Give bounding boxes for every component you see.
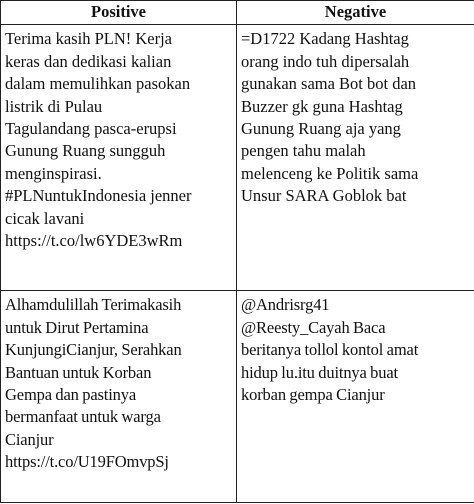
header-negative: Negative xyxy=(237,1,474,25)
table-header xyxy=(1,1,474,25)
negative-cell xyxy=(237,25,474,291)
negative-tweet-text: @Andrisrg41 @Reesty_Cayah Baca beritanya tollol kontol amat hidup lu.itu duitnya buat korban gempa Cianjur xyxy=(241,295,419,405)
positive-tweet-text: Terima kasih PLN! Kerja keras dan dedikasi kalian dalam memulihkan pasokan listrik di Pulau Tagulandang pasca-erupsi Gunung Ruang sungguh menginspirasi. #PLNuntukIndonesia jenner cicak lavani https://t.co/lw6YDE3wRm xyxy=(5,29,192,251)
header-row xyxy=(1,1,474,25)
header-positive: Positive xyxy=(1,1,237,25)
positive-tweet-text: Alhamdulillah Terimakasih untuk Dirut Pertamina KunjungiCianjur, Serahkan Bantuan untuk Korban Gempa dan pastinya bermanfaat untuk warga Cianjur https://t.co/U19FOmvpSj xyxy=(5,295,182,472)
positive-cell xyxy=(1,291,237,503)
negative-cell xyxy=(237,291,474,503)
table-row xyxy=(1,25,474,291)
table-row xyxy=(1,291,474,503)
negative-tweet-text: =D1722 Kadang Hashtag orang indo tuh dipersalah gunakan sama Bot bot dan Buzzer gk guna Hashtag Gunung Ruang aja yang pengen tahu malah melenceng ke Politik sama Unsur SARA Goblok bat xyxy=(241,29,419,206)
positive-cell xyxy=(1,25,237,291)
table-body xyxy=(1,25,474,503)
